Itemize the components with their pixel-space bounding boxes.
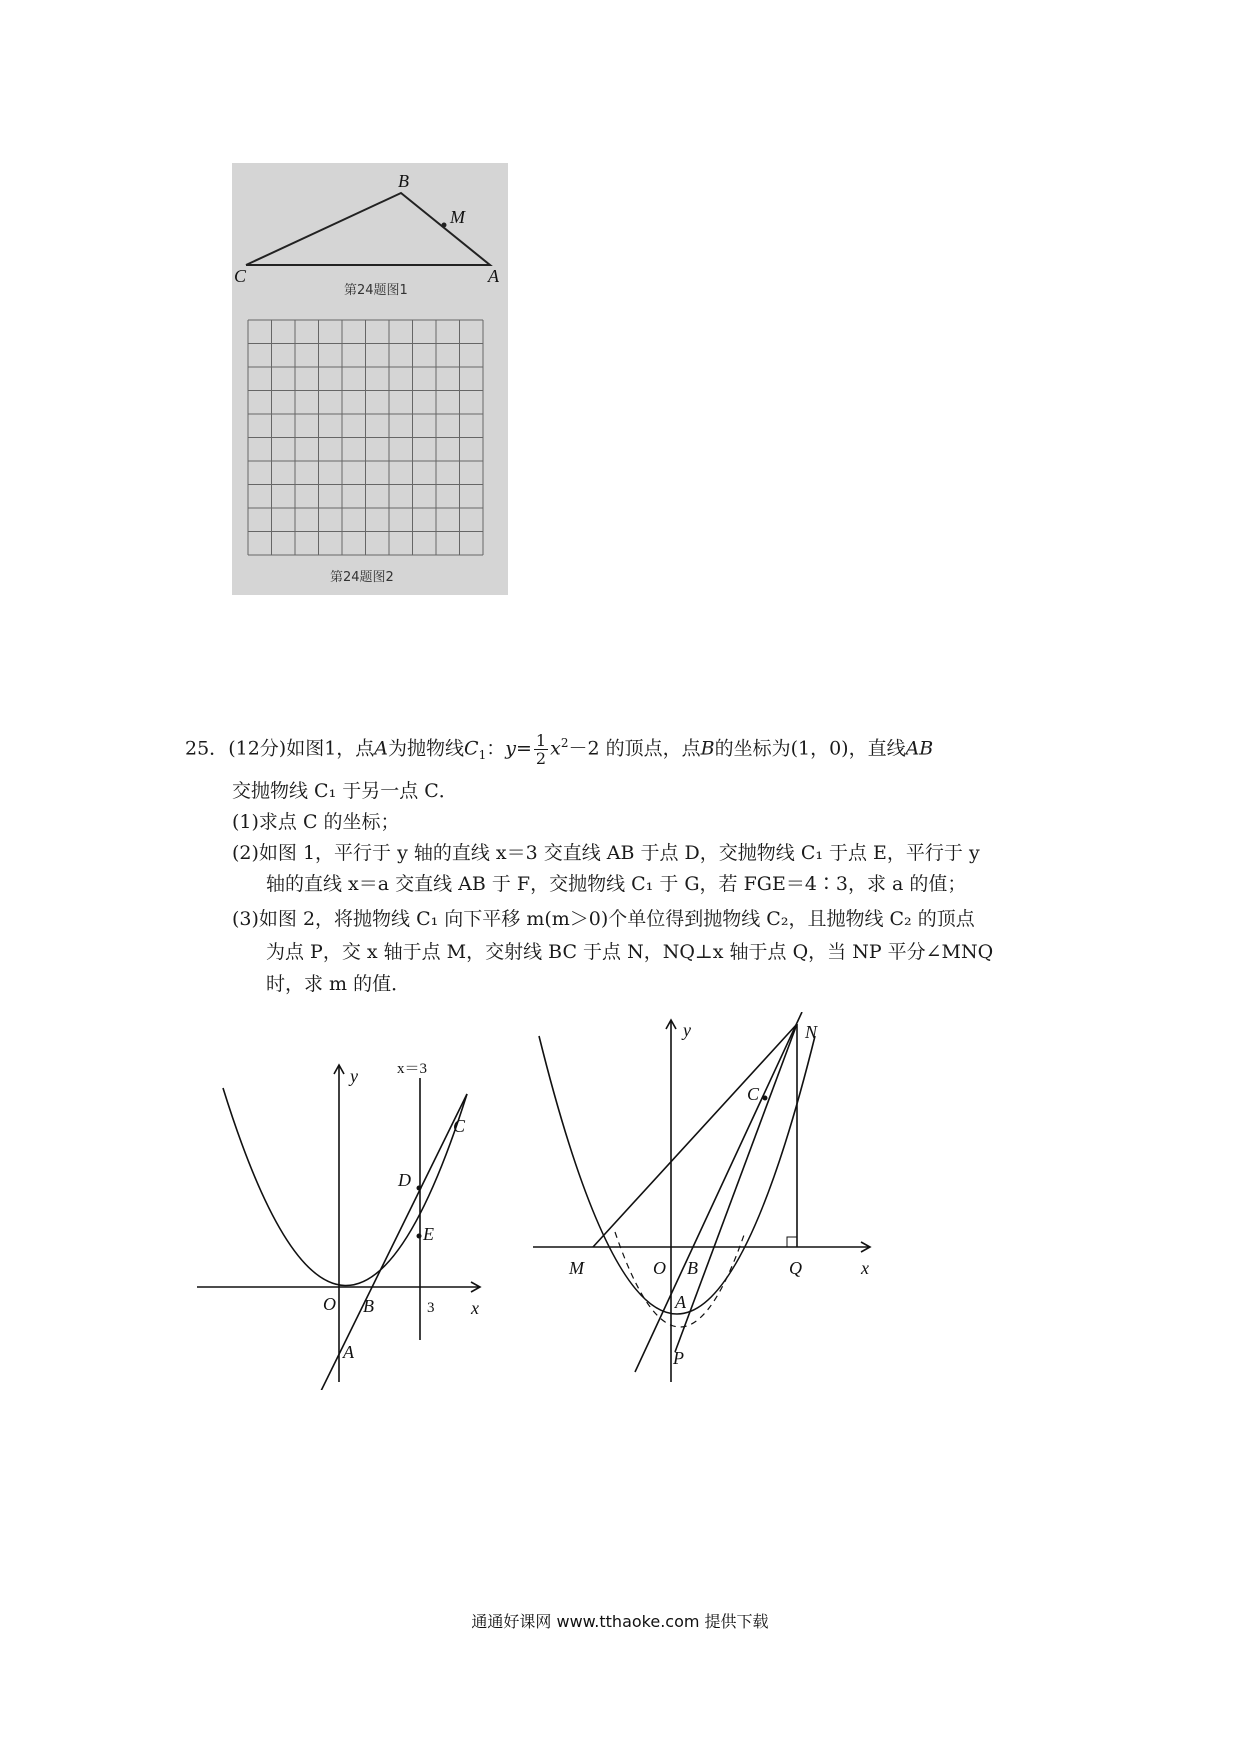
frac-num: 1 — [535, 730, 547, 750]
label-b: B — [363, 1296, 374, 1316]
q25-text: 为抛物线 — [388, 737, 465, 760]
label-b: B — [398, 171, 409, 191]
q25-part1: (1)求点 C 的坐标； — [232, 811, 400, 833]
label-a: A — [343, 1342, 354, 1362]
q25-line2: 交抛物线 C₁ 于另一点 C． — [232, 780, 458, 802]
q25-line1 — [185, 729, 933, 769]
graph-fig2 — [525, 1012, 895, 1392]
label-y: y — [350, 1066, 358, 1086]
label-a: A — [488, 266, 499, 286]
label-c: C — [234, 266, 247, 286]
q25-number: 25． — [185, 737, 229, 760]
label-c: C — [747, 1084, 760, 1104]
label-x: x — [471, 1298, 479, 1318]
q25-var: A — [374, 737, 389, 760]
q25-sub: 1 — [478, 748, 487, 763]
q25-text: 的坐标为(1，0)，直线 — [714, 737, 906, 760]
q25-text: 如图1，点 — [286, 737, 375, 760]
q25-var: B — [700, 737, 715, 760]
point-e — [417, 1234, 422, 1239]
fraction-half — [534, 732, 548, 767]
q25-text: －2 的顶点，点 — [568, 737, 701, 760]
page-footer: 通通好课网 www.tthaoke.com 提供下载 — [471, 1612, 769, 1631]
graph-fig1 — [195, 1050, 495, 1390]
label-q: Q — [789, 1258, 802, 1278]
label-y: y — [683, 1020, 691, 1040]
label-c: C — [453, 1116, 466, 1136]
label-m: M — [450, 207, 465, 227]
point-m — [442, 223, 447, 228]
caption-fig2: 第24题图2 — [330, 570, 394, 585]
q25-part3-line2: 为点 P，交 x 轴于点 M，交射线 BC 于点 N，NQ⊥x 轴于点 Q，当 NP 平分∠MNQ — [266, 941, 994, 963]
caption-fig1: 第24题图1 — [344, 283, 408, 298]
label-p: P — [673, 1348, 684, 1368]
q25-part2-line1: (2)如图 1，平行于 y 轴的直线 x＝3 交直线 AB 于点 D，交抛物线 C₁ 于点 E，平行于 y — [232, 842, 980, 864]
q25-var: AB — [905, 737, 934, 760]
label-m: M — [569, 1258, 584, 1278]
q25-part2-line2: 轴的直线 x＝a 交直线 AB 于 F，交抛物线 C₁ 于 G，若 FGE＝4∶3，求 a 的值； — [266, 873, 967, 895]
point-d — [417, 1186, 422, 1191]
q25-part3-line1: (3)如图 2，将抛物线 C₁ 向下平移 m(m＞0)个单位得到抛物线 C₂，且抛物线 C₂ 的顶点 — [232, 908, 975, 930]
ray-bc — [635, 1012, 802, 1372]
figure-24 — [232, 163, 508, 595]
label-b: B — [687, 1258, 698, 1278]
segment-mn — [593, 1024, 797, 1247]
figure-24-drawing — [232, 163, 508, 595]
q25-part3-line3: 时，求 m 的值． — [266, 973, 411, 995]
q25-text: ： — [486, 737, 506, 760]
triangle-abc — [246, 193, 490, 265]
q25-var: y — [505, 737, 516, 760]
segment-np — [675, 1024, 797, 1352]
label-o: O — [323, 1294, 336, 1314]
tick-3: 3 — [427, 1300, 435, 1316]
label-x-eq-3: x＝3 — [397, 1061, 428, 1077]
q25-var: x — [550, 737, 561, 760]
q25-points: (12分) — [228, 737, 287, 760]
right-angle-mark — [787, 1237, 797, 1247]
label-a: A — [675, 1292, 686, 1312]
parabola-c1 — [223, 1088, 467, 1286]
label-d: D — [398, 1170, 411, 1190]
label-e: E — [423, 1224, 434, 1244]
grid-paper — [248, 320, 483, 555]
point-c — [763, 1096, 768, 1101]
line-ab — [319, 1094, 467, 1390]
q25-var: C — [464, 737, 479, 760]
q25-text: = — [515, 737, 532, 760]
label-o: O — [653, 1258, 666, 1278]
label-x: x — [861, 1258, 869, 1278]
q25-sup: 2 — [560, 736, 569, 750]
frac-den: 2 — [535, 748, 547, 768]
label-n: N — [805, 1022, 818, 1042]
